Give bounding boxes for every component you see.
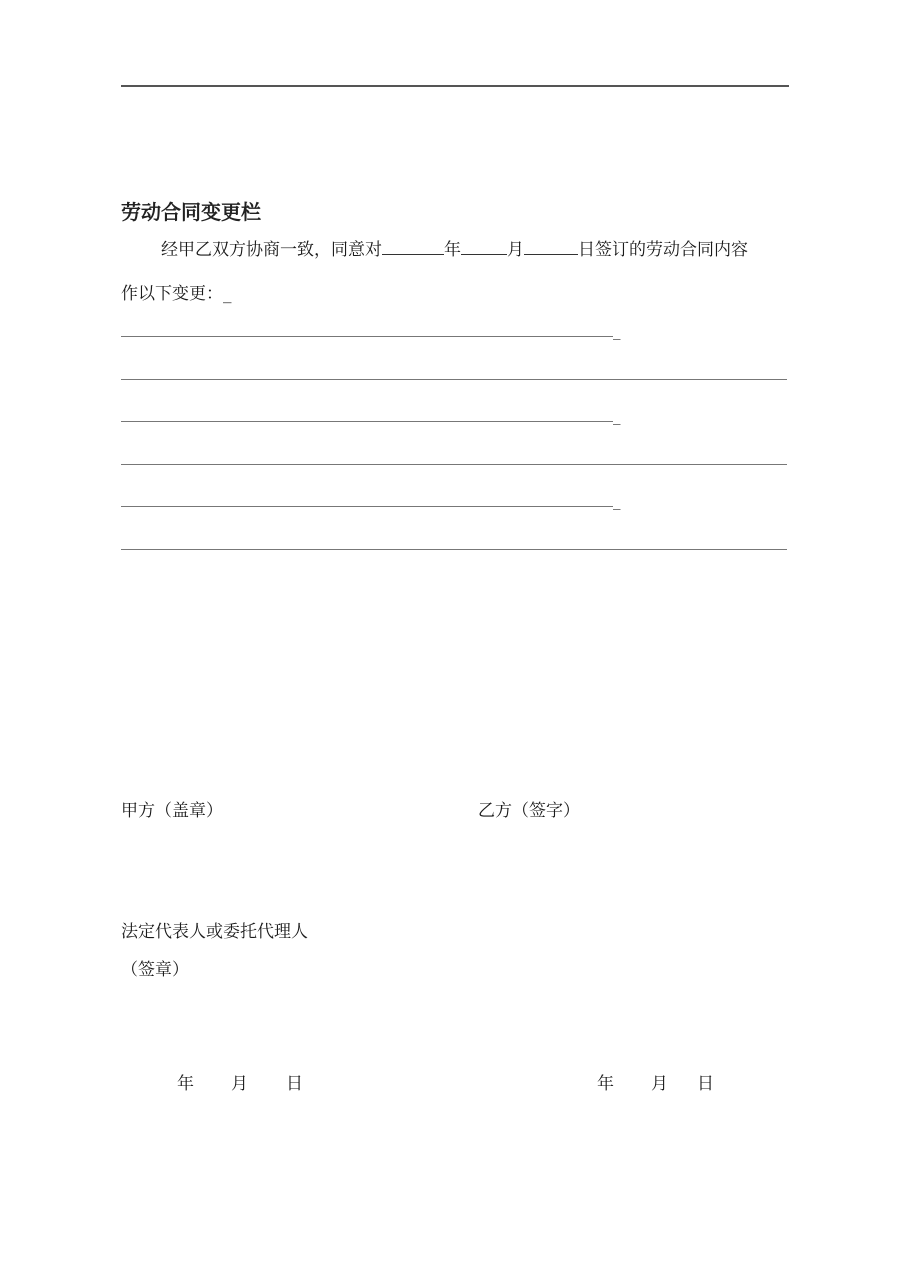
party-b-date-month: 月 (651, 1074, 668, 1094)
change-line-2[interactable] (121, 379, 787, 380)
change-line-6[interactable] (121, 549, 787, 550)
intro-line-2: 作以下变更：_ (121, 284, 232, 304)
party-b-date-year: 年 (597, 1074, 614, 1094)
line-end-mark-2: _ (613, 407, 621, 425)
party-a-date-year: 年 (177, 1074, 194, 1094)
header-rule (121, 85, 789, 87)
intro-day-text: 日签订的劳动合同内容 (578, 240, 748, 260)
party-a-rep-label: 法定代表人或委托代理人 (121, 922, 308, 942)
year-blank[interactable] (382, 238, 444, 255)
section-title: 劳动合同变更栏 (121, 200, 261, 224)
intro-month-label: 月 (507, 240, 524, 260)
day-blank[interactable] (524, 238, 578, 255)
party-a-rep-sign: （签章） (121, 960, 189, 980)
intro-text: 经甲乙双方协商一致，同意对 (161, 240, 382, 260)
party-b-date-day: 日 (697, 1074, 714, 1094)
change-line-4[interactable] (121, 464, 787, 465)
change-line-1[interactable] (121, 336, 613, 337)
party-a-date-month: 月 (231, 1074, 248, 1094)
party-a-date-day: 日 (286, 1074, 303, 1094)
change-line-3[interactable] (121, 421, 613, 422)
party-a-label: 甲方（盖章） (121, 801, 223, 821)
intro-year-label: 年 (444, 240, 461, 260)
intro-line-1 (161, 235, 748, 260)
line-end-mark-1: _ (613, 322, 621, 340)
month-blank[interactable] (461, 238, 507, 255)
party-b-label: 乙方（签字） (478, 801, 580, 821)
line-end-mark-3: _ (613, 492, 621, 510)
change-line-5[interactable] (121, 506, 613, 507)
